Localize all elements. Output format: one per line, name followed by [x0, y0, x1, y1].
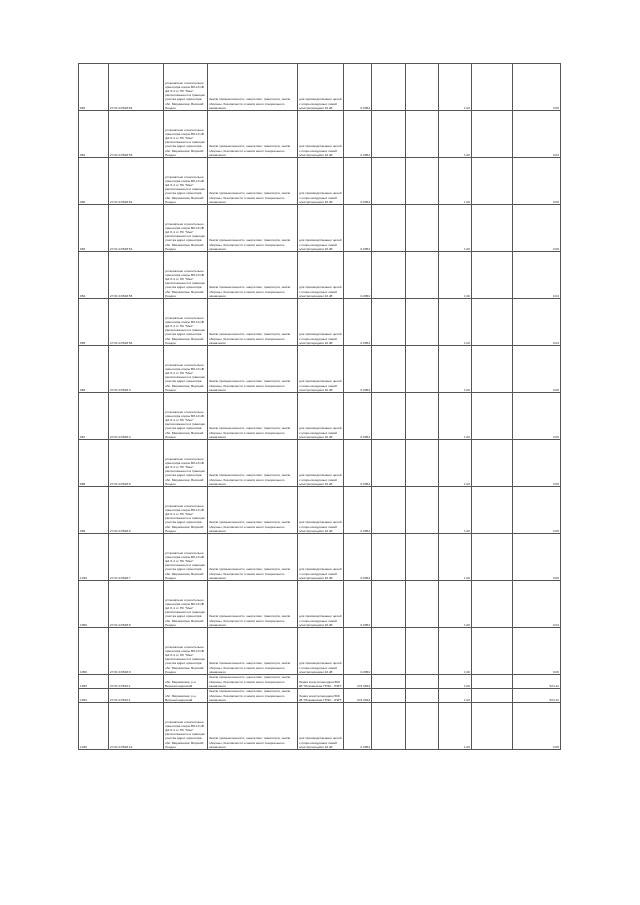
location-address: установлено относительно ориентира опоры ВЛ-10 кВ ф4 Л-4 от ПС "Мыс" расположенного в границах участка адрес ориентира: обл. Мирнинская, Верхний Лондон: [164, 581, 208, 628]
location-address: установлено относительно ориентира опоры ВЛ-10 кВ ф4 Л-4 от ПС "Мыс" расположенного в границах участка адрес ориентира: обл. Мирнинская, Верхний Лондон: [164, 703, 208, 750]
empty-cell: [472, 487, 513, 534]
area-value: 0.0054: [344, 703, 372, 750]
amount-value: 0.06: [513, 205, 561, 252]
coefficient-value: 1.00: [439, 628, 472, 675]
amount-value: 0.04: [513, 299, 561, 346]
empty-cell: [406, 111, 439, 158]
empty-cell: [406, 628, 439, 675]
amount-value: 0.04: [513, 252, 561, 299]
cadastral-number: 27:01:0:0528:56: [109, 299, 164, 346]
coefficient-value: 1.00: [439, 689, 472, 703]
cadastral-number: 27:01:0:0528:4: [109, 393, 164, 440]
land-category: Земли промышленности, энергетики, транспорта, земли обороны, безопасности и земли иного специального назначения: [208, 252, 298, 299]
land-category: Земли промышленности, энергетики, транспорта, земли обороны, безопасности и земли иного специального назначения: [208, 64, 298, 111]
row-number: 989: [79, 487, 109, 534]
coefficient-value: 1.00: [439, 675, 472, 689]
row-number: 1053: [79, 675, 109, 689]
permitted-use: для производственных целей с опоры воздушных линий электропередачи 10 кВ: [298, 158, 344, 205]
location-address: установлено относительно ориентира опоры ВЛ-10 кВ ф4 Л-4 от ПС "Мыс" расположенного в границах участка адрес ориентира: обл. Мирнинская, Верхний Лондон: [164, 252, 208, 299]
permitted-use: для производственных целей с опоры воздушных линий электропередачи 10 кВ: [298, 205, 344, 252]
empty-cell: [372, 346, 406, 393]
amount-value: 0.06: [513, 158, 561, 205]
coefficient-value: 1.00: [439, 158, 472, 205]
amount-value: 0.06: [513, 628, 561, 675]
empty-cell: [372, 534, 406, 581]
table-row: [79, 205, 561, 252]
empty-cell: [372, 628, 406, 675]
empty-cell: [372, 440, 406, 487]
location-address: установлено относительно ориентира опоры ВЛ-10 кВ ф4 Л-4 от ПС "Мыс" расположенного в границах участка адрес ориентира: обл. Мирнинская, Верхний Лондон: [164, 346, 208, 393]
row-number: 1049: [79, 534, 109, 581]
table-row: [79, 64, 561, 111]
amount-value: 0.05: [513, 534, 561, 581]
permitted-use: для производственных целей с опоры воздушных линий электропередачи 10 кВ: [298, 252, 344, 299]
amount-value: 0.05: [513, 393, 561, 440]
land-plots-table: [78, 63, 561, 750]
empty-cell: [406, 703, 439, 750]
table-row: [79, 111, 561, 158]
cadastral-number: 27:01:0:0528:51: [109, 205, 164, 252]
cadastral-number: 27:01:0:0528:53: [109, 111, 164, 158]
location-address: установлено относительно ориентира опоры ВЛ-10 кВ ф4 Л-4 от ПС "Мыс" расположенного в границах участка адрес ориентира: обл. Мирнинская, Верхний Лондон: [164, 628, 208, 675]
empty-cell: [472, 534, 513, 581]
coefficient-value: 1.00: [439, 393, 472, 440]
empty-cell: [372, 581, 406, 628]
table-row: [79, 346, 561, 393]
permitted-use: для производственных целей с опоры воздушных линий электропередачи 10 кВ: [298, 64, 344, 111]
row-number: 988: [79, 440, 109, 487]
area-value: 272.0624: [344, 675, 372, 689]
land-category: Земли промышленности, энергетики, транспорта, земли обороны, безопасности и земли иного специального назначения: [208, 628, 298, 675]
permitted-use: для производственных целей с опоры воздушных линий электропередачи 10 кВ: [298, 487, 344, 534]
empty-cell: [372, 689, 406, 703]
permitted-use: Линия электропередачи 500 кВ "Мокшанская ГРЭС - ЛЭП": [298, 675, 344, 689]
permitted-use: для производственных целей с опоры воздушных линий электропередачи 10 кВ: [298, 299, 344, 346]
permitted-use: для производственных целей с опоры воздушных линий электропередачи 10 кВ: [298, 628, 344, 675]
land-category: Земли промышленности, энергетики, транспорта, земли обороны, безопасности и земли иного специального назначения: [208, 689, 298, 703]
amount-value: 0.05: [513, 440, 561, 487]
table-row: [79, 703, 561, 750]
empty-cell: [472, 205, 513, 252]
empty-cell: [472, 393, 513, 440]
area-value: 272.0624: [344, 689, 372, 703]
area-value: 0.0054: [344, 252, 372, 299]
permitted-use: для производственных целей с опоры воздушных линий электропередачи 10 кВ: [298, 703, 344, 750]
area-value: 0.0054: [344, 64, 372, 111]
amount-value: 0.04: [513, 111, 561, 158]
empty-cell: [406, 299, 439, 346]
coefficient-value: 1.00: [439, 346, 472, 393]
empty-cell: [472, 581, 513, 628]
empty-cell: [372, 205, 406, 252]
empty-cell: [372, 158, 406, 205]
table-row: [79, 393, 561, 440]
area-value: 0.0054: [344, 581, 372, 628]
empty-cell: [372, 252, 406, 299]
row-number: 980: [79, 158, 109, 205]
land-category: Земли промышленности, энергетики, транспорта, земли обороны, безопасности и земли иного специального назначения: [208, 393, 298, 440]
empty-cell: [472, 628, 513, 675]
empty-cell: [406, 252, 439, 299]
amount-value: 0.05: [513, 64, 561, 111]
empty-cell: [472, 158, 513, 205]
area-value: 0.0054: [344, 158, 372, 205]
land-category: Земли промышленности, энергетики, транспорта, земли обороны, безопасности и земли иного специального назначения: [208, 158, 298, 205]
row-number: 982: [79, 64, 109, 111]
land-category: Земли промышленности, энергетики, транспорта, земли обороны, безопасности и земли иного специального назначения: [208, 581, 298, 628]
location-address: установлено относительно ориентира опоры ВЛ-10 кВ ф4 Л-4 от ПС "Мыс" расположенного в границах участка адрес ориентира: обл. Мирнинская, Верхний Лондон: [164, 64, 208, 111]
land-category: Земли промышленности, энергетики, транспорта, земли обороны, безопасности и земли иного специального назначения: [208, 346, 298, 393]
table-row: [79, 440, 561, 487]
cadastral-number: 27:01:0:0528:52: [109, 158, 164, 205]
cadastral-number: 27:01:0:0528:10: [109, 703, 164, 750]
row-number: 983: [79, 205, 109, 252]
empty-cell: [472, 440, 513, 487]
table-row: [79, 158, 561, 205]
table-row: [79, 675, 561, 689]
area-value: 0.0054: [344, 487, 372, 534]
empty-cell: [406, 534, 439, 581]
area-value: 0.0054: [344, 534, 372, 581]
table-row: [79, 689, 561, 703]
table-row: [79, 534, 561, 581]
empty-cell: [472, 252, 513, 299]
row-number: 984: [79, 252, 109, 299]
land-category: Земли промышленности, энергетики, транспорта, земли обороны, безопасности и земли иного специального назначения: [208, 703, 298, 750]
amount-value: 0.05: [513, 346, 561, 393]
empty-cell: [406, 158, 439, 205]
cadastral-number: 27:01:0:0528:9: [109, 628, 164, 675]
coefficient-value: 1.00: [439, 581, 472, 628]
empty-cell: [406, 675, 439, 689]
empty-cell: [406, 346, 439, 393]
table-row: [79, 487, 561, 534]
location-address: установлено относительно ориентира опоры ВЛ-10 кВ ф4 Л-4 от ПС "Мыс" расположенного в границах участка адрес ориентира: обл. Мирнинская, Верхний Лондон: [164, 111, 208, 158]
empty-cell: [406, 205, 439, 252]
land-category: Земли промышленности, энергетики, транспорта, земли обороны, безопасности и земли иного специального назначения: [208, 487, 298, 534]
cadastral-number: 27:01:0:0528:55: [109, 252, 164, 299]
cadastral-number: 27:01:0:0528:54: [109, 64, 164, 111]
land-category: Земли промышленности, энергетики, транспорта, земли обороны, безопасности и земли иного специального назначения: [208, 111, 298, 158]
location-address: установлено относительно ориентира опоры ВЛ-10 кВ ф4 Л-4 от ПС "Мыс" расположенного в границах участка адрес ориентира: обл. Мирнинская, Верхний Лондон: [164, 440, 208, 487]
amount-value: 0.05: [513, 703, 561, 750]
row-number: 985: [79, 299, 109, 346]
table-row: [79, 252, 561, 299]
amount-value: 0.05: [513, 487, 561, 534]
cadastral-number: 27:01:0:0528:8: [109, 581, 164, 628]
empty-cell: [472, 111, 513, 158]
row-number: 1050: [79, 581, 109, 628]
row-number: 1050: [79, 628, 109, 675]
coefficient-value: 1.00: [439, 205, 472, 252]
land-category: Земли промышленности, энергетики, транспорта, земли обороны, безопасности и земли иного специального назначения: [208, 299, 298, 346]
cadastral-number: 27:01:0:0528:3: [109, 346, 164, 393]
area-value: 0.0054: [344, 205, 372, 252]
empty-cell: [472, 299, 513, 346]
coefficient-value: 1.00: [439, 440, 472, 487]
row-number: 1054: [79, 689, 109, 703]
empty-cell: [406, 393, 439, 440]
location-address: установлено относительно ориентира опоры ВЛ-10 кВ ф4 Л-4 от ПС "Мыс" расположенного в границах участка адрес ориентира: обл. Мирнинская, Верхний Лондон: [164, 158, 208, 205]
empty-cell: [406, 64, 439, 111]
land-category: Земли промышленности, энергетики, транспорта, земли обороны, безопасности и земли иного специального назначения: [208, 534, 298, 581]
empty-cell: [372, 64, 406, 111]
area-value: 0.0054: [344, 299, 372, 346]
cadastral-number: 27:01:0:0528:6: [109, 487, 164, 534]
cadastral-number: 27:01:0:0524:1: [109, 689, 164, 703]
row-number: 986: [79, 346, 109, 393]
empty-cell: [472, 346, 513, 393]
permitted-use: для производственных целей с опоры воздушных линий электропередачи 10 кВ: [298, 111, 344, 158]
table-row: [79, 581, 561, 628]
cadastral-number: 27:01:0:0522:1: [109, 675, 164, 689]
location-address: обл. Мирнинская, р-н Верхнелондонский: [164, 675, 208, 689]
coefficient-value: 1.00: [439, 534, 472, 581]
row-number: 1045: [79, 703, 109, 750]
location-address: установлено относительно ориентира опоры ВЛ-10 кВ ф4 Л-4 от ПС "Мыс" расположенного в границах участка адрес ориентира: обл. Мирнинская, Верхний Лондон: [164, 299, 208, 346]
area-value: 0.0054: [344, 628, 372, 675]
location-address: установлено относительно ориентира опоры ВЛ-10 кВ ф4 Л-4 от ПС "Мыс" расположенного в границах участка адрес ориентира: обл. Мирнинская, Верхний Лондон: [164, 393, 208, 440]
area-value: 0.0054: [344, 440, 372, 487]
empty-cell: [472, 64, 513, 111]
empty-cell: [372, 393, 406, 440]
cadastral-number: 27:01:0:0528:5: [109, 440, 164, 487]
empty-cell: [406, 689, 439, 703]
empty-cell: [472, 703, 513, 750]
empty-cell: [472, 675, 513, 689]
amount-value: 524.12: [513, 689, 561, 703]
empty-cell: [372, 487, 406, 534]
land-category: Земли промышленности, энергетики, транспорта, земли обороны, безопасности и земли иного специального назначения: [208, 675, 298, 689]
empty-cell: [372, 299, 406, 346]
row-number: 987: [79, 393, 109, 440]
amount-value: 0.04: [513, 581, 561, 628]
table-row: [79, 628, 561, 675]
permitted-use: для производственных целей с опоры воздушных линий электропередачи 10 кВ: [298, 346, 344, 393]
table-row: [79, 299, 561, 346]
location-address: установлено относительно ориентира опоры ВЛ-10 кВ ф4 Л-4 от ПС "Мыс" расположенного в границах участка адрес ориентира: обл. Мирнинская, Верхний Лондон: [164, 534, 208, 581]
location-address: установлено относительно ориентира опоры ВЛ-10 кВ ф4 Л-4 от ПС "Мыс" расположенного в границах участка адрес ориентира: обл. Мирнинская, Верхний Лондон: [164, 205, 208, 252]
cadastral-number: 27:01:0:0528:7: [109, 534, 164, 581]
empty-cell: [406, 440, 439, 487]
amount-value: 524.12: [513, 675, 561, 689]
coefficient-value: 1.00: [439, 487, 472, 534]
location-address: обл. Мирнинская, р-н Верхнелондонский: [164, 689, 208, 703]
permitted-use: для производственных целей с опоры воздушных линий электропередачи 10 кВ: [298, 393, 344, 440]
permitted-use: для производственных целей с опоры воздушных линий электропередачи 10 кВ: [298, 534, 344, 581]
permitted-use: Линия электропередачи 500 кВ "Мокшанская ГРЭС - ЛЭП": [298, 689, 344, 703]
empty-cell: [372, 675, 406, 689]
location-address: установлено относительно ориентира опоры ВЛ-10 кВ ф4 Л-4 от ПС "Мыс" расположенного в границах участка адрес ориентира: обл. Мирнинская, Верхний Лондон: [164, 487, 208, 534]
row-number: 981: [79, 111, 109, 158]
land-category: Земли промышленности, энергетики, транспорта, земли обороны, безопасности и земли иного специального назначения: [208, 440, 298, 487]
empty-cell: [472, 689, 513, 703]
empty-cell: [406, 487, 439, 534]
coefficient-value: 1.00: [439, 111, 472, 158]
coefficient-value: 1.00: [439, 64, 472, 111]
empty-cell: [372, 111, 406, 158]
coefficient-value: 1.00: [439, 299, 472, 346]
coefficient-value: 1.00: [439, 252, 472, 299]
area-value: 0.0054: [344, 111, 372, 158]
permitted-use: для производственных целей с опоры воздушных линий электропередачи 10 кВ: [298, 581, 344, 628]
permitted-use: для производственных целей с опоры воздушных линий электропередачи 10 кВ: [298, 440, 344, 487]
area-value: 0.0054: [344, 346, 372, 393]
coefficient-value: 1.00: [439, 703, 472, 750]
empty-cell: [406, 581, 439, 628]
area-value: 0.0054: [344, 393, 372, 440]
land-category: Земли промышленности, энергетики, транспорта, земли обороны, безопасности и земли иного специального назначения: [208, 205, 298, 252]
empty-cell: [372, 703, 406, 750]
